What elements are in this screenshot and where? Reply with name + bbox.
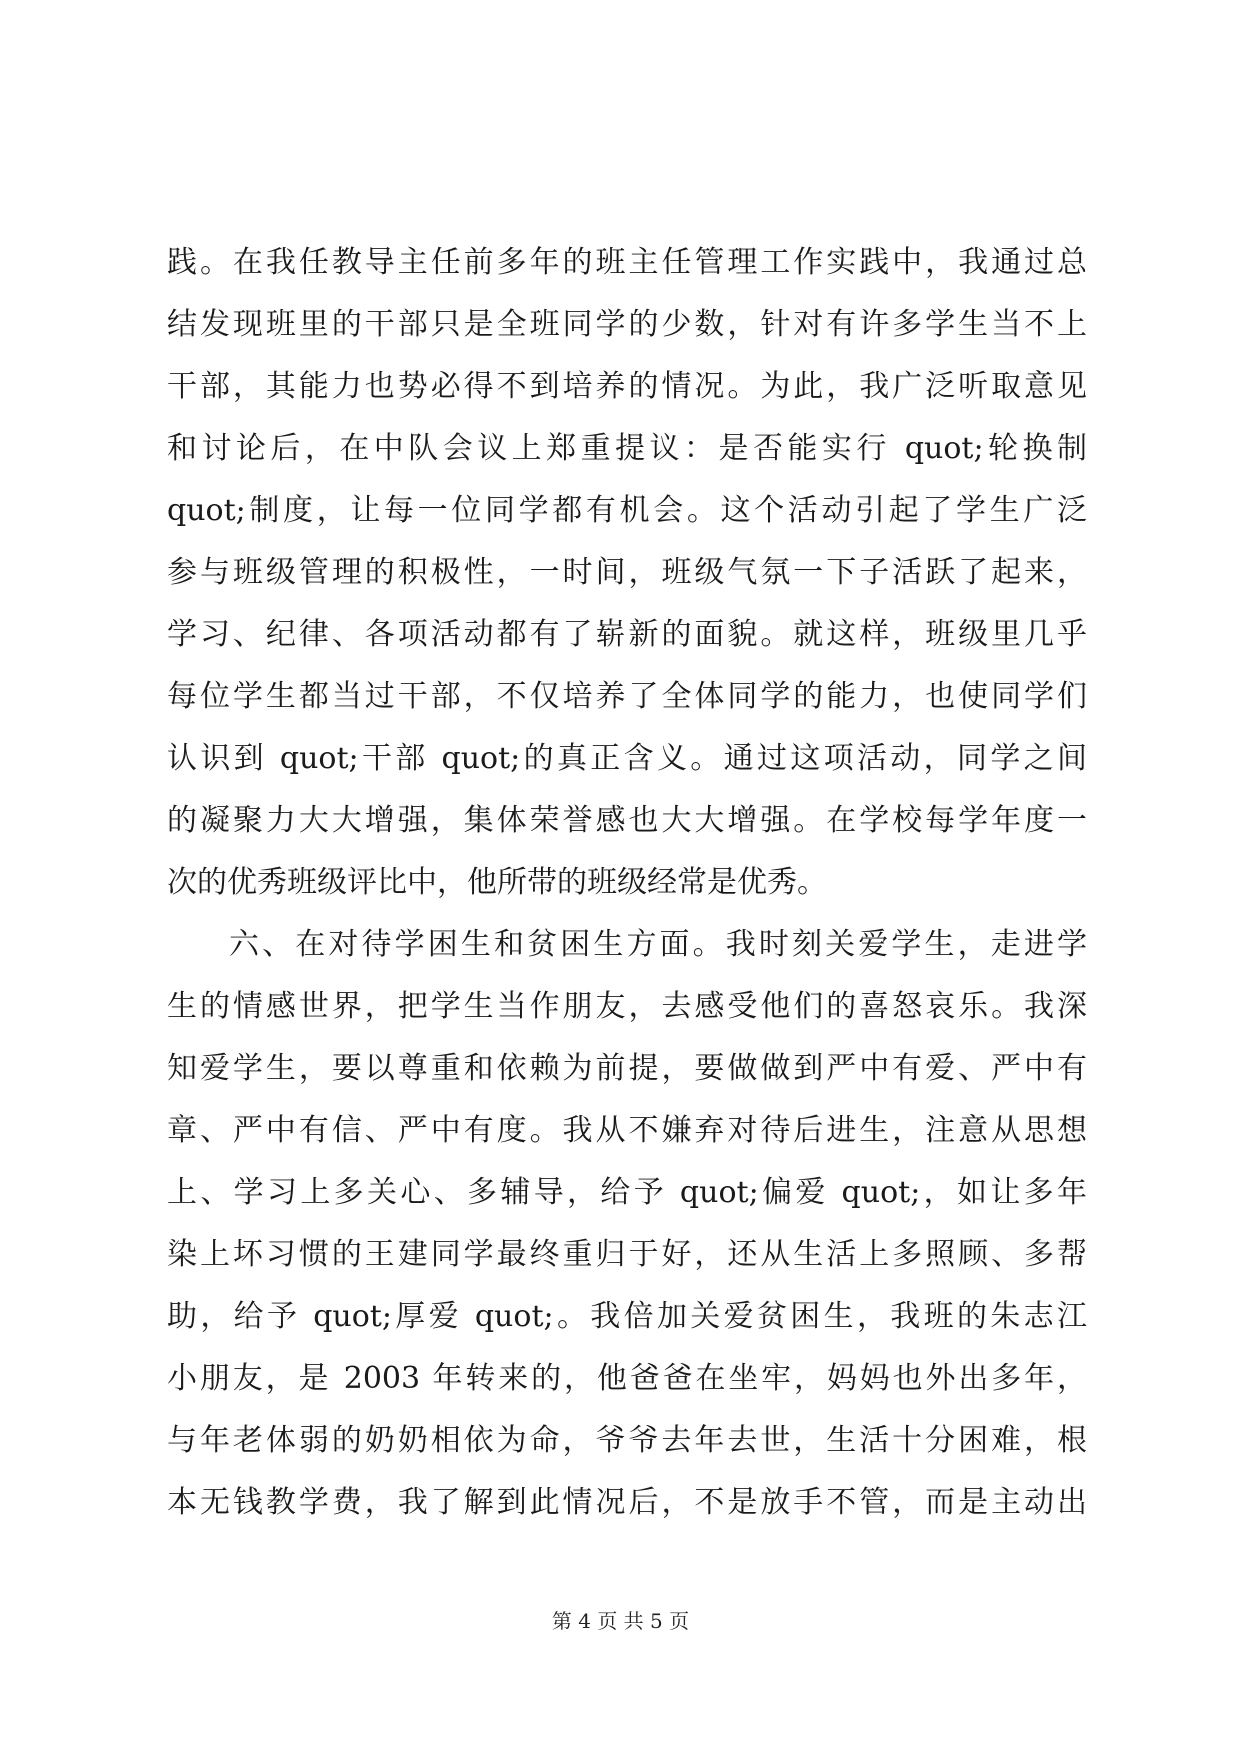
text-line: 每位学生都当过干部，不仅培养了全体同学的能力，也使同学们	[167, 679, 1087, 714]
text-line: 学习、纪律、各项活动都有了崭新的面貌。就这样，班级里几乎	[167, 617, 1087, 652]
text-line: 知爱学生，要以尊重和依赖为前提，要做做到严中有爱、严中有	[167, 1051, 1087, 1086]
paragraph-start-line: 六、在对待学困生和贫困生方面。我时刻关爱学生，走进学	[229, 927, 1087, 962]
text-line: quot;制度，让每一位同学都有机会。这个活动引起了学生广泛	[167, 493, 1087, 528]
text-line: 干部，其能力也势必得不到培养的情况。为此，我广泛听取意见	[167, 369, 1087, 404]
body-text	[167, 232, 1087, 1534]
text-line: 次的优秀班级评比中，他所带的班级经常是优秀。	[167, 865, 827, 900]
text-line: 小朋友，是 2003 年转来的，他爸爸在坐牢，妈妈也外出多年，	[167, 1361, 1087, 1396]
text-line: 本无钱教学费，我了解到此情况后，不是放手不管，而是主动出	[167, 1485, 1087, 1520]
text-line: 上、学习上多关心、多辅导，给予 quot;偏爱 quot;，如让多年	[167, 1175, 1087, 1210]
text-line: 和讨论后，在中队会议上郑重提议：是否能实行 quot;轮换制	[167, 431, 1087, 466]
text-line: 的凝聚力大大增强，集体荣誉感也大大增强。在学校每学年度一	[167, 803, 1087, 838]
text-line: 生的情感世界，把学生当作朋友，去感受他们的喜怒哀乐。我深	[167, 989, 1087, 1024]
text-line: 参与班级管理的积极性，一时间，班级气氛一下子活跃了起来，	[167, 555, 1087, 590]
text-line: 结发现班里的干部只是全班同学的少数，针对有许多学生当不上	[167, 307, 1087, 342]
text-line: 认识到 quot;干部 quot;的真正含义。通过这项活动，同学之间	[167, 741, 1087, 776]
page-number-footer: 第 4 页 共 5 页	[551, 1609, 690, 1633]
text-line: 染上坏习惯的王建同学最终重归于好，还从生活上多照顾、多帮	[167, 1237, 1087, 1272]
text-line: 与年老体弱的奶奶相依为命，爷爷去年去世，生活十分困难，根	[167, 1423, 1087, 1458]
text-line: 章、严中有信、严中有度。我从不嫌弃对待后进生，注意从思想	[167, 1113, 1087, 1148]
text-line: 助，给予 quot;厚爱 quot;。我倍加关爱贫困生，我班的朱志江	[167, 1299, 1087, 1334]
text-line: 践。在我任教导主任前多年的班主任管理工作实践中，我通过总	[167, 245, 1087, 280]
